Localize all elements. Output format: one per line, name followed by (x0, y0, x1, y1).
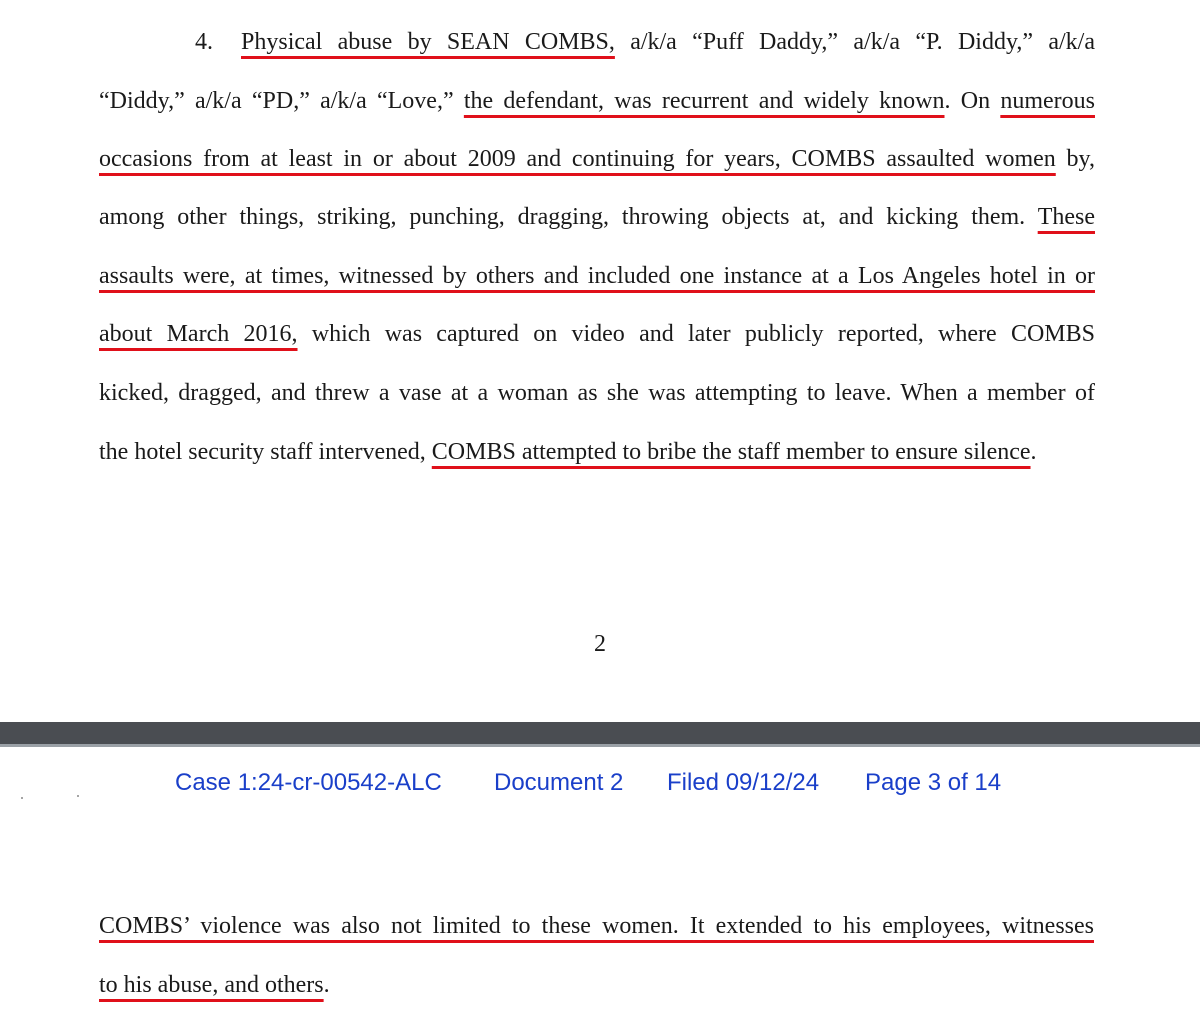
highlighted-text: COMBS attempted to bribe the staff member to ensure silence (431, 439, 1031, 465)
highlighted-text: COMBS’ violence was also not limited to these women. It extended to his employees, witnesses (99, 913, 1094, 939)
highlighted-text: about March 2016, (99, 321, 298, 347)
text-segment: by, (1055, 146, 1095, 172)
paragraph-line-7 (99, 379, 1095, 407)
text-segment: which was captured on video and later publicly reported, where COMBS (297, 321, 1095, 347)
text-segment: the hotel security staff intervened, (99, 439, 432, 465)
paragraph-line-2 (99, 87, 1095, 115)
text-segment: . On (944, 88, 1001, 114)
next-page-line-2 (99, 971, 1095, 999)
highlighted-text: These (1037, 204, 1095, 230)
paragraph-line-3 (99, 145, 1095, 173)
highlighted-text: the defendant, was recurrent and widely known (463, 88, 945, 114)
document-number: Document 2 (494, 769, 624, 796)
highlighted-text: occasions from at least in or about 2009 and continuing for years, COMBS assaulted women (99, 146, 1056, 172)
case-header (0, 768, 1200, 798)
page-number: 2 (594, 631, 606, 657)
highlighted-text: numerous (1000, 88, 1095, 114)
paragraph-line-4 (99, 203, 1095, 231)
highlighted-text: assaults were, at times, witnessed by others and included one instance at a Los Angeles hotel in or (99, 263, 1095, 289)
paragraph-number: 4. (195, 29, 213, 55)
text-segment: “Diddy,” a/k/a “PD,” a/k/a “Love,” (99, 88, 464, 114)
paragraph-line-8 (99, 438, 1095, 466)
next-page-line-1 (99, 912, 1094, 940)
text-segment: . (323, 972, 330, 998)
paragraph-line-6 (99, 320, 1095, 348)
paragraph-line-1 (99, 28, 1095, 56)
text-segment: a/k/a “Puff Daddy,” a/k/a “P. Diddy,” a/k/a (614, 29, 1095, 55)
page-separator-shadow (0, 744, 1200, 747)
filed-date: Filed 09/12/24 (667, 769, 820, 796)
text-segment: . (1030, 439, 1037, 465)
highlighted-text: Physical abuse by SEAN COMBS, (241, 29, 615, 55)
page-separator (0, 722, 1200, 744)
highlighted-text: to his abuse, and others (99, 972, 324, 998)
text-segment: kicked, dragged, and threw a vase at a woman as she was attempting to leave. When a member of (99, 380, 1095, 406)
case-number: Case 1:24-cr-00542-ALC (175, 769, 442, 796)
page-indicator: Page 3 of 14 (865, 769, 1002, 796)
paragraph-line-5 (99, 262, 1095, 290)
text-segment: among other things, striking, punching, dragging, throwing objects at, and kicking them. (99, 204, 1038, 230)
